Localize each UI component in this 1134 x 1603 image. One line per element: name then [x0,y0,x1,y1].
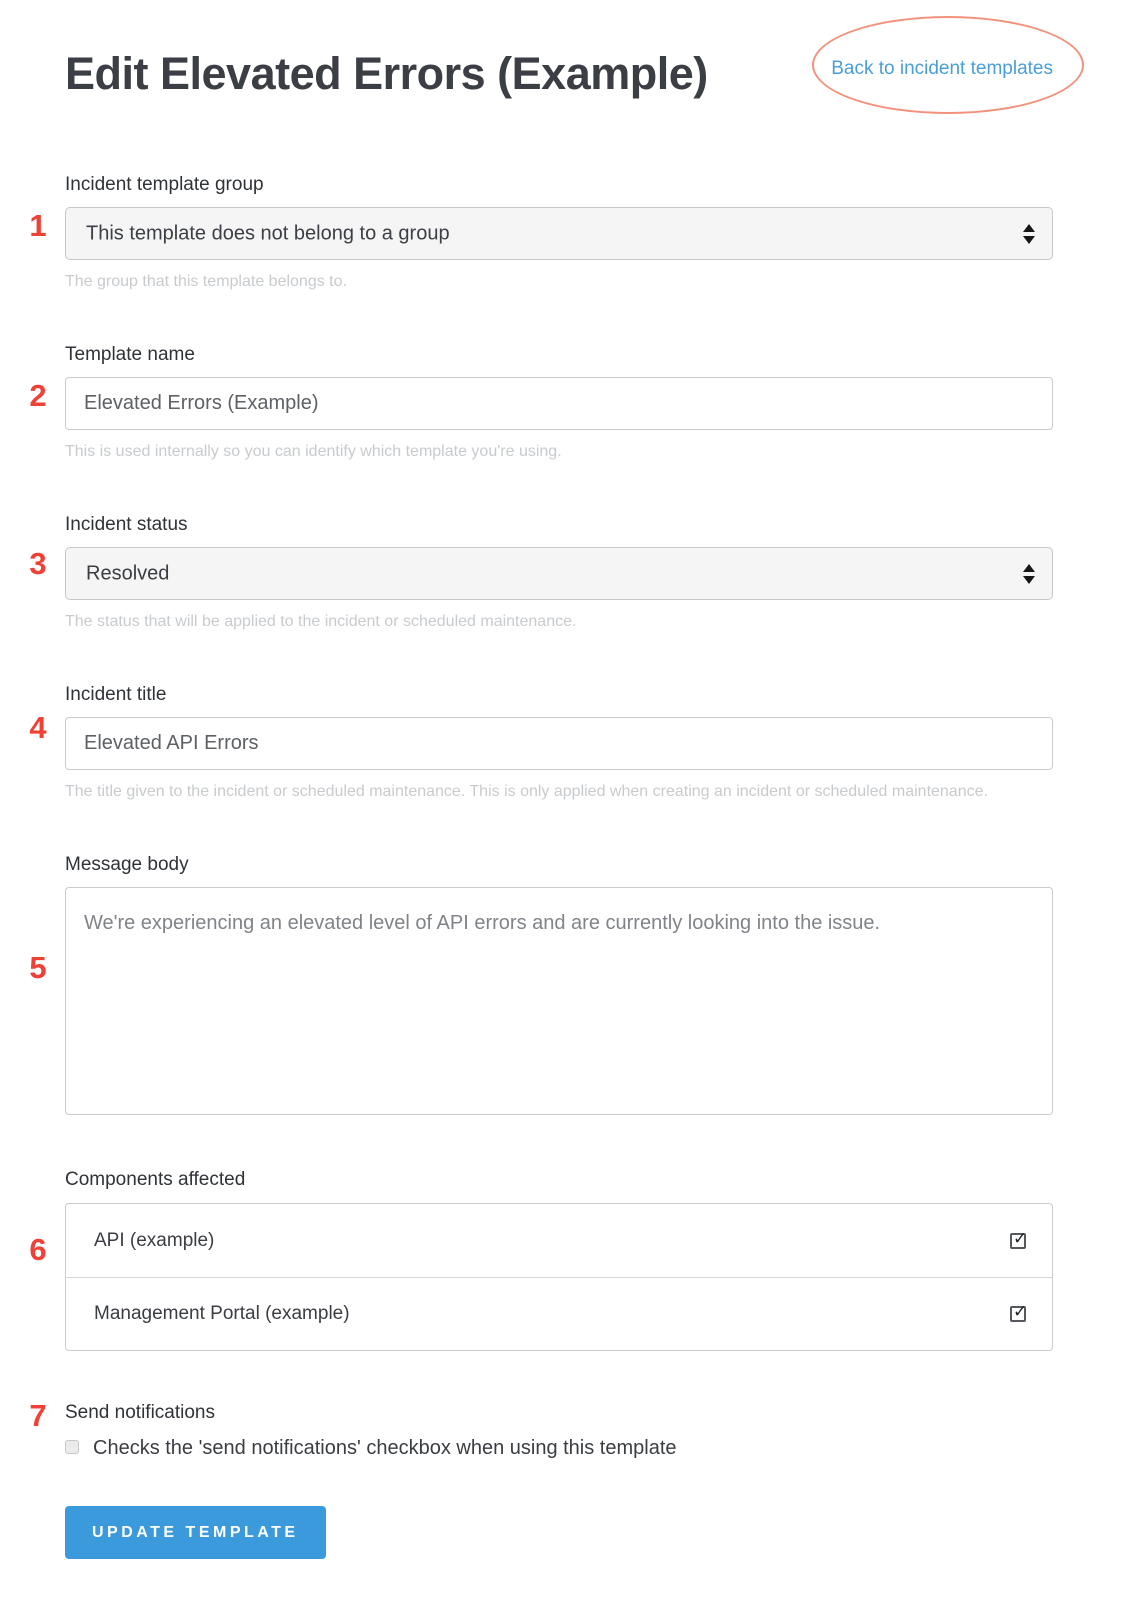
update-template-button[interactable]: UPDATE TEMPLATE [65,1506,326,1559]
component-name: Management Portal (example) [94,1303,350,1324]
page-title: Edit Elevated Errors (Example) [65,48,708,99]
message-body-textarea[interactable] [65,887,1053,1115]
field-incident-status [65,515,1053,630]
incident-status-help: The status that will be applied to the incident or scheduled maintenance. [65,613,577,630]
field-incident-title [65,685,1053,800]
annotation-marker-4: 4 [29,710,47,745]
component-name: API (example) [94,1229,215,1251]
send-notifications-checkbox-label: Checks the 'send notifications' checkbox when using this template [93,1437,677,1459]
incident-template-group-selected-value: This template does not belong to a group [86,222,450,244]
component-row-api[interactable] [66,1204,1052,1277]
checkbox-checked-icon[interactable] [1010,1306,1026,1322]
field-template-name [65,345,1053,460]
component-row-management-portal[interactable] [66,1277,1052,1350]
select-arrows-icon [1023,224,1035,244]
send-notifications-label: Send notifications [65,1402,215,1423]
back-to-incident-templates-link[interactable]: Back to incident templates [831,58,1053,79]
annotation-marker-7: 7 [29,1398,47,1433]
select-arrows-icon [1023,564,1035,584]
field-send-notifications [65,1403,1053,1459]
template-name-input[interactable] [65,377,1053,430]
annotation-marker-6: 6 [29,1232,47,1267]
incident-status-label: Incident status [65,514,188,535]
incident-template-group-help: The group that this template belongs to. [65,273,347,290]
annotation-marker-1: 1 [29,208,47,243]
components-affected-label: Components affected [65,1169,246,1190]
message-body-label: Message body [65,854,189,875]
send-notifications-row [65,1437,1053,1459]
incident-title-input[interactable] [65,717,1053,770]
incident-template-group-select[interactable] [65,207,1053,260]
field-message-body [65,855,1053,1115]
field-incident-template-group [65,175,1053,290]
annotation-marker-2: 2 [29,378,47,413]
incident-title-label: Incident title [65,684,167,705]
checkbox-checked-icon[interactable] [1010,1233,1026,1249]
field-components-affected [65,1170,1053,1351]
incident-template-group-label: Incident template group [65,174,264,195]
template-name-label: Template name [65,344,195,365]
checkbox-unchecked-icon[interactable] [65,1440,79,1454]
incident-status-selected-value: Resolved [86,562,170,584]
incident-status-select[interactable] [65,547,1053,600]
template-name-help: This is used internally so you can identify which template you're using. [65,443,562,460]
annotation-marker-3: 3 [29,546,47,581]
components-list [65,1203,1053,1351]
incident-title-help: The title given to the incident or scheduled maintenance. This is only applied when creating an incident or scheduled maintenance. [65,783,988,800]
annotation-marker-5: 5 [29,950,47,985]
